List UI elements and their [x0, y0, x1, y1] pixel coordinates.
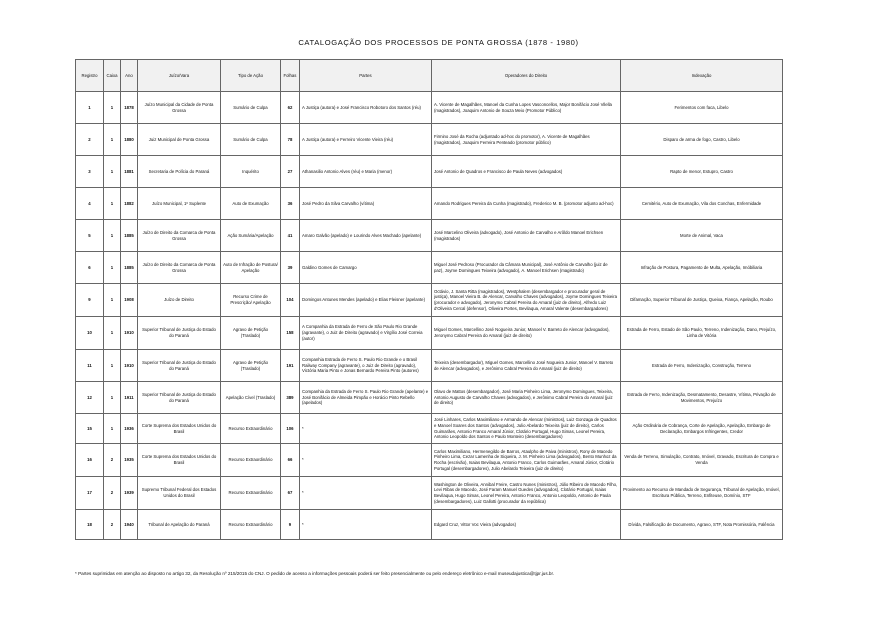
- cell-operadores: Teixeira (desembargador), Miguel Gomes, Marcellino José Nogueira Junior, Manoel V. Barreto de Alencar (advogados), e Jerônimo Cabral Pereira do Amaral (juiz de direito): [432, 350, 621, 382]
- cell-folhas: 9: [281, 510, 300, 540]
- cell-ano: 1880: [121, 124, 138, 156]
- cell-ano: 1881: [121, 156, 138, 188]
- cell-folhas: 41: [281, 220, 300, 252]
- cell-folhas: 106: [281, 414, 300, 444]
- cell-ano: 1908: [121, 284, 138, 317]
- cell-partes: Athanasilio Antonio Alves (réu) e Maria (menor): [300, 156, 432, 188]
- cell-operadores: Miguel José Pedroso (Procurador da Câmara Municipal), José Antônio de Carvalho (juiz de paz), Joyme Domingues Teixeira (advogado), A. Manoel Erichsen (magistrado): [432, 252, 621, 284]
- cell-partes: A Justiça (autora) e José Francisco Robotoro dos Santos (réu): [300, 92, 432, 124]
- cell-juizo: Secretaria de Polícia do Paraná: [138, 156, 221, 188]
- cell-ano: 1939: [121, 477, 138, 510]
- cell-indexacao: Venda de Terreno, Simulação, Contrato, Imóvel, Gravado, Escritura de Compra e Venda: [621, 444, 783, 477]
- cell-indexacao: Provimento ao Recurso de Mandado de Segurança, Tribunal de Apelação, Imóvel, Escritura Pública, Terreno, Enfiteuse, Domínio, STF: [621, 477, 783, 510]
- table-row: [76, 510, 783, 540]
- cell-partes: Galdino Gomes de Camargo: [300, 252, 432, 284]
- cell-tipo: Auto de Infração de Postura/ Apelação: [221, 252, 281, 284]
- cell-tipo: Recurso Extraordinário: [221, 414, 281, 444]
- cell-registro: 2: [76, 124, 104, 156]
- footnote: * Partes suprimidas em atenção ao disposto no artigo 32, da Resolução nº 215/2015 do CNJ. O pedido de acesso a informações pessoais poderá ser feito presencialmente ou pelo endereço eletrônico e-mail museudajustica@tjpr.jus.br.: [75, 571, 555, 576]
- cell-juizo: Corte Suprema dos Estados Unidos do Brasil: [138, 444, 221, 477]
- table-row: [76, 414, 783, 444]
- cell-indexacao: Ação Ordinária de Cobrança, Corte de Apelação, Apelação, Embargo de Declaração, Embargos Infringentes, Credor: [621, 414, 783, 444]
- cell-caixa: 2: [104, 477, 121, 510]
- cell-registro: 6: [76, 252, 104, 284]
- cell-indexacao: Difamação, Superior Tribunal de Justiça, Queixa, Fiança, Apelação, Roubo: [621, 284, 783, 317]
- header-juizo-vara: Juízo/Vara: [138, 60, 221, 92]
- cell-tipo: Agravo de Petição (Traslado): [221, 317, 281, 350]
- cell-folhas: 191: [281, 350, 300, 382]
- cell-operadores: A. Vicente de Magalhães, Manoel da Cunha Lopes Vasconcellos, Major Bonifácio José Vilella (magistrados), Joaquim Antonio de Souza Meio (Promotor Público): [432, 92, 621, 124]
- cell-caixa: 1: [104, 188, 121, 220]
- cell-tipo: Recurso Extraordinário: [221, 477, 281, 510]
- cell-partes: *: [300, 414, 432, 444]
- table-row: [76, 188, 783, 220]
- cell-indexacao: Infração de Postura, Pagamento de Multa, Apelação, Imóbiliaria: [621, 252, 783, 284]
- table-header-row: [76, 60, 783, 92]
- cell-tipo: Sumário de Culpa: [221, 92, 281, 124]
- cell-juizo: Corte Suprema dos Estados Unidos do Brasil: [138, 414, 221, 444]
- cell-juizo: Juiz Municipal de Ponta Grossa: [138, 124, 221, 156]
- cell-operadores: Washington de Oliveira, Annibal Freire, Castro Nunes (ministros), Júlio Ribeiro de Macedo Filho, Levi Ribas de Macedo, José Faram Manuel Guedes (advogados), Clotário Portugal, Isaias Bevilaqua, Hugo Simas, Leonel Pereira, Antonio Franco, Antonio Leopoldo, Antonio de Paula (desembargadores), Luiz Gallotti (procurador da república): [432, 477, 621, 510]
- process-catalog-table: [75, 59, 783, 540]
- header-folhas: Folhas: [281, 60, 300, 92]
- cell-caixa: 1: [104, 382, 121, 414]
- table-row: [76, 382, 783, 414]
- cell-indexacao: Ferimentos com faca, Libelo: [621, 92, 783, 124]
- cell-tipo: Inquérito: [221, 156, 281, 188]
- cell-registro: 5: [76, 220, 104, 252]
- header-ano: Ano: [121, 60, 138, 92]
- cell-juizo: Superior Tribunal de Justiça do Estado do Paraná: [138, 382, 221, 414]
- cell-indexacao: Cemitério, Auto de Exumação, Vila dos Conchas, Enfermidade: [621, 188, 783, 220]
- header-partes: Partes: [300, 60, 432, 92]
- cell-juizo: Juízo Municipal da Cidade de Ponta Grossa: [138, 92, 221, 124]
- cell-partes: José Pedro da Silva Carvalho (vítima): [300, 188, 432, 220]
- cell-folhas: 104: [281, 284, 300, 317]
- cell-registro: 1: [76, 92, 104, 124]
- cell-ano: 1885: [121, 220, 138, 252]
- cell-juizo: Juízo de Direito da Comarca de Ponta Grossa: [138, 220, 221, 252]
- cell-indexacao: Estrada de Ferro, Indenização, Construção, Terreno: [621, 350, 783, 382]
- cell-folhas: 36: [281, 188, 300, 220]
- cell-partes: Companhia Estrada de Ferro S. Paulo Rio Grande e o Brasil Railway Company (agravante), o Juiz de Direito (agravado), Victória Maria Pinto e Jonas Bernardo Pereira Pinto (autores): [300, 350, 432, 382]
- cell-registro: 4: [76, 188, 104, 220]
- table-body: [76, 92, 783, 540]
- cell-indexacao: Estrada de Ferro, Estado de São Paulo, Terreno, Indenização, Dano, Prejuízo, Linha de Vitória: [621, 317, 783, 350]
- cell-caixa: 1: [104, 156, 121, 188]
- cell-operadores: Carlos Maximiliano, Hermenegildo de Barros, Ataulpho de Paiva (ministros), Rony de Macedo Pinheiro Lima, Cezar Lamenha de Siqueira, J. M. Pinheiro Lima (advogados), Bento Munhoz da Rocha (escrivão), Isaias Bevilaqua, Antonio Franco, Carlos Guimarães, Amaral Júnior, Clotário Portugal (desembargadores), Julio Abelardo Teixeira (juiz de direito): [432, 444, 621, 477]
- cell-tipo: Recurso Crime de Prescrição/ Apelação: [221, 284, 281, 317]
- cell-operadores: José Antonio de Quadros e Francisco de Paula Neves (advogados): [432, 156, 621, 188]
- cell-ano: 1878: [121, 92, 138, 124]
- cell-juizo: Tribunal de Apelação do Paraná: [138, 510, 221, 540]
- cell-juizo: Juízo Municipal, 1º Suplente: [138, 188, 221, 220]
- page-title: CATALOGAÇÃO DOS PROCESSOS DE PONTA GROSSA (1878 - 1980): [298, 38, 579, 47]
- cell-ano: 1940: [121, 510, 138, 540]
- cell-juizo: Superior Tribunal de Justiça do Estado do Paraná: [138, 350, 221, 382]
- cell-ano: 1911: [121, 382, 138, 414]
- table-row: [76, 317, 783, 350]
- cell-ano: 1935: [121, 444, 138, 477]
- cell-indexacao: Estrada de Ferro, Indenização, Desmatamento, Desastre, Vítima, Privação de Movimentos, Prejuízo: [621, 382, 783, 414]
- cell-juizo: Superior Tribunal de Justiça do Estado do Paraná: [138, 317, 221, 350]
- header-caixa: Caixa: [104, 60, 121, 92]
- cell-ano: 1885: [121, 252, 138, 284]
- cell-juizo: Juízo de Direito: [138, 284, 221, 317]
- cell-tipo: Auto de Exumação: [221, 188, 281, 220]
- cell-folhas: 39: [281, 252, 300, 284]
- cell-juizo: Supremo Tribunal Federal dos Estados Unidos do Brasil: [138, 477, 221, 510]
- cell-partes: A Companhia da Estrada de Ferro de São Paulo Rio Grande (agravante), o Juiz de Direito (agravado) e Virgílio José Correia (autor): [300, 317, 432, 350]
- cell-operadores: Octávio, J. Santa Ritta (magistrados), Westphalem (desembargador e procurador geral de justiça), Manoel Vieira B. de Alencar, Carvalho Chaves (advogados), Joyme Domingues Teixeira (procurador e advogado), Jeronymo Cabral Pereira do Amaral (juiz de direito), Alfredo Luiz d'Oliveira Cercal (defensor), Oliveira Portes, Bevilaqua, Amaral Valente (desembargadores): [432, 284, 621, 317]
- cell-partes: Companhia da Estrada de Ferro S. Paulo Rio Grande (apelante) e José Bonifácio de Almeida Pimpão e Horácio Pinto Rebello (apelados): [300, 382, 432, 414]
- cell-indexacao: Rapto de menor, Estupro, Castro: [621, 156, 783, 188]
- cell-caixa: 1: [104, 124, 121, 156]
- cell-registro: 9: [76, 284, 104, 317]
- cell-partes: Domingos Antunes Mendes (apelado) e Elias Fleisner (apelante): [300, 284, 432, 317]
- header-tipo-de-acao: Tipo de Ação: [221, 60, 281, 92]
- cell-tipo: Apelação Cível (Traslado): [221, 382, 281, 414]
- cell-operadores: Miguel Gomes, Marcellino José Nogueira Junior, Manoel V. Barreto de Alencar (advogados), Jeronymo Cabral Pereira do Amaral (juiz de direito): [432, 317, 621, 350]
- cell-tipo: Ação Sumária/Apelação: [221, 220, 281, 252]
- cell-registro: 3: [76, 156, 104, 188]
- cell-registro: 15: [76, 414, 104, 444]
- cell-indexacao: Disparo de arma de fogo, Castro, Libelo: [621, 124, 783, 156]
- header-indexacao: Indexação: [621, 60, 783, 92]
- cell-partes: A Justiça (autora) e Ferreiro Vicente Vieira (réu): [300, 124, 432, 156]
- cell-caixa: 1: [104, 92, 121, 124]
- cell-folhas: 78: [281, 124, 300, 156]
- cell-folhas: 158: [281, 317, 300, 350]
- cell-caixa: 1: [104, 252, 121, 284]
- table-row: [76, 444, 783, 477]
- table-row: [76, 350, 783, 382]
- cell-tipo: Sumário de Culpa: [221, 124, 281, 156]
- cell-indexacao: Morte de Animal, Vaca: [621, 220, 783, 252]
- cell-folhas: 66: [281, 444, 300, 477]
- cell-caixa: 1: [104, 350, 121, 382]
- cell-operadores: Olavo de Mattos (desembargador), José Maria Pinheiro Lima, Jeronymo Domingues, Teixeira, Antonio Augusto de Carvalho Chaves (advogados), e Jerônimo Cabral Pereira do Amaral (juiz de direito): [432, 382, 621, 414]
- cell-folhas: 67: [281, 477, 300, 510]
- cell-partes: Amaro Galvão (apelado) e Lourindo Alves Machado (apelante): [300, 220, 432, 252]
- cell-ano: 1910: [121, 350, 138, 382]
- cell-operadores: Edgard Cruz, Vittor Voc Vieira (advogados): [432, 510, 621, 540]
- cell-ano: 1882: [121, 188, 138, 220]
- cell-partes: *: [300, 510, 432, 540]
- cell-folhas: 27: [281, 156, 300, 188]
- cell-caixa: 1: [104, 317, 121, 350]
- table-row: [76, 284, 783, 317]
- table-row: [76, 220, 783, 252]
- cell-ano: 1936: [121, 414, 138, 444]
- cell-caixa: 1: [104, 414, 121, 444]
- header-operadores-do-direito: Operadores do Direito: [432, 60, 621, 92]
- table-row: [76, 252, 783, 284]
- cell-caixa: 2: [104, 510, 121, 540]
- cell-registro: 11: [76, 350, 104, 382]
- cell-operadores: Amando Rodrigues Pereira da Cunha (magistrado), Frederico M. B. (promotor adjunto ad-hoc): [432, 188, 621, 220]
- cell-ano: 1910: [121, 317, 138, 350]
- cell-caixa: 1: [104, 220, 121, 252]
- table-row: [76, 156, 783, 188]
- header-registro: Registro: [76, 60, 104, 92]
- cell-folhas: 389: [281, 382, 300, 414]
- cell-operadores: Firmino José da Rocha (adjuntado ad-hoc do promotor), A. Vicente de Magalhães (magistrados), Joaquim Ferreira Penteado (promotor público): [432, 124, 621, 156]
- cell-tipo: Recurso Extraordinário: [221, 510, 281, 540]
- cell-registro: 17: [76, 477, 104, 510]
- cell-registro: 16: [76, 444, 104, 477]
- cell-tipo: Recurso Extraordinário: [221, 444, 281, 477]
- cell-partes: *: [300, 444, 432, 477]
- cell-caixa: 2: [104, 444, 121, 477]
- cell-juizo: Juízo de Direito da Comarca de Ponta Grossa: [138, 252, 221, 284]
- cell-partes: *: [300, 477, 432, 510]
- cell-registro: 12: [76, 382, 104, 414]
- table-row: [76, 477, 783, 510]
- cell-operadores: José Marcelino Oliveira (advogado), José Antonio de Carvalho e Arôldo Manoel Erichsen (magistrados): [432, 220, 621, 252]
- cell-registro: 10: [76, 317, 104, 350]
- table-row: [76, 124, 783, 156]
- cell-registro: 18: [76, 510, 104, 540]
- table-row: [76, 92, 783, 124]
- cell-folhas: 62: [281, 92, 300, 124]
- cell-caixa: 1: [104, 284, 121, 317]
- cell-operadores: José Linhares, Carlos Maximiliano e Armando de Alencar (ministros), Luiz Gonzaga de Quadros e Manoel Soares dos Santos (advogados), Julio Abelardo Teixeira (juiz de direito), Carlos Guimarães, Antonio Franco Amaral Júnior, Clotário Portugal, Hugo Simas, Leonel Pereira, Antonio Leopoldo dos Santos e Paulo Monteiro (desembargadores): [432, 414, 621, 444]
- cell-indexacao: Dívida, Falsificação de Documento, Agravo, STF, Nota Promissória, Falência: [621, 510, 783, 540]
- cell-tipo: Agravo de Petição (Traslado): [221, 350, 281, 382]
